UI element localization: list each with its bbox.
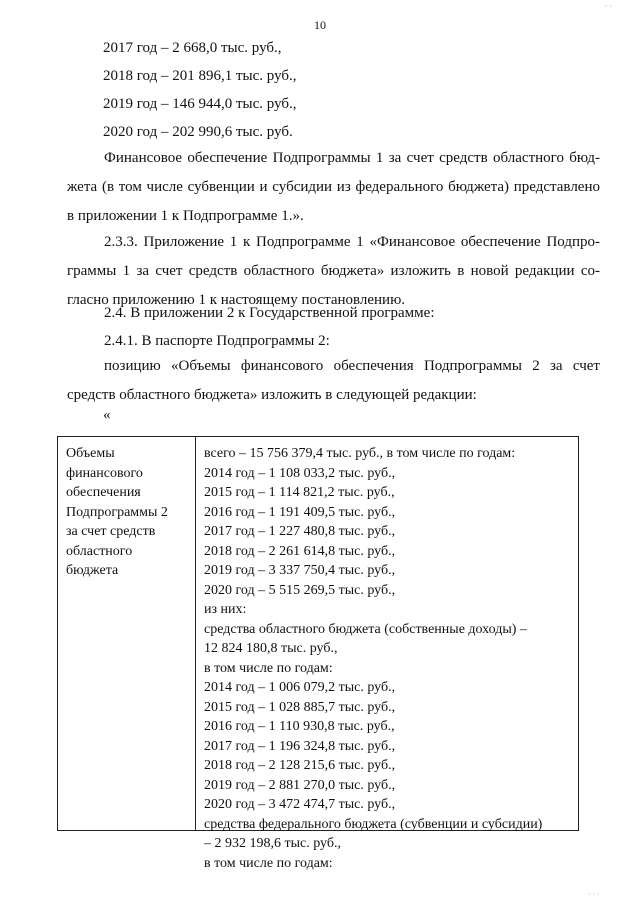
paragraph-line: в приложении 1 к Подпрограмме 1.».	[67, 208, 304, 224]
year-line-2020: 2020 год – 202 990,6 тыс. руб.	[103, 124, 293, 140]
financing-table	[57, 436, 579, 871]
value-line: – 2 932 198,6 тыс. руб.,	[204, 836, 341, 851]
value-line: 2020 год – 3 472 474,7 тыс. руб.,	[204, 797, 396, 812]
paragraph-line: граммы 1 за счет средств областного бюджета» изложить в новой редакции со-	[67, 263, 600, 279]
value-line: 2016 год – 1 191 409,5 тыс. руб.,	[204, 504, 396, 520]
value-line: 2014 год – 1 108 033,2 тыс. руб.,	[204, 465, 396, 481]
table-value-cell	[204, 444, 574, 873]
opening-quote: «	[103, 407, 111, 423]
value-line: из них:	[204, 602, 247, 617]
table-label-cell	[66, 444, 192, 581]
corner-mark: · ·	[604, 2, 612, 11]
paragraph-line: Финансовое обеспечение Подпрограммы 1 за счет средств областного бюд-	[104, 150, 600, 166]
label-line: Объемы	[66, 446, 115, 461]
label-line: бюджета	[66, 563, 119, 578]
label-line: за счет средств	[66, 524, 156, 539]
value-line: 2018 год – 2 261 614,8 тыс. руб.,	[204, 543, 396, 559]
page-number: 10	[314, 18, 326, 32]
value-line: средства федерального бюджета (субвенции и субсидии)	[204, 816, 543, 832]
value-line: 2014 год – 1 006 079,2 тыс. руб.,	[204, 680, 396, 695]
value-line: 2018 год – 2 128 215,6 тыс. руб.,	[204, 758, 396, 773]
value-line: 2020 год – 5 515 269,5 тыс. руб.,	[204, 582, 396, 598]
bottom-mark: · · ·	[588, 890, 600, 899]
value-line: 2019 год – 3 337 750,4 тыс. руб.,	[204, 563, 396, 578]
value-line: 2015 год – 1 028 885,7 тыс. руб.,	[204, 699, 396, 715]
column-divider	[195, 437, 196, 830]
value-line: в том числе по годам:	[204, 660, 333, 676]
label-line: областного	[66, 543, 133, 559]
value-line: средства областного бюджета (собственные доходы) –	[204, 621, 527, 637]
value-line: 2017 год – 1 227 480,8 тыс. руб.,	[204, 524, 396, 539]
value-line: в том числе по годам:	[204, 855, 333, 871]
paragraph-2-3-3	[67, 228, 600, 315]
year-line-2019: 2019 год – 146 944,0 тыс. руб.,	[103, 96, 297, 112]
value-line: 2015 год – 1 114 821,2 тыс. руб.,	[204, 485, 395, 500]
label-line: Подпрограммы 2	[66, 504, 168, 520]
label-line: обеспечения	[66, 485, 141, 500]
value-line: 2019 год – 2 881 270,0 тыс. руб.,	[204, 777, 396, 793]
paragraph-line: 2.3.3. Приложение 1 к Подпрограмме 1 «Финансовое обеспечение Подпро-	[104, 234, 600, 250]
paragraph-line: гласно приложению 1 к настоящему постановлению.	[67, 292, 406, 308]
value-line: 12 824 180,8 тыс. руб.,	[204, 641, 338, 656]
year-line-2017: 2017 год – 2 668,0 тыс. руб.,	[103, 40, 282, 56]
paragraph-line: средств областного бюджета» изложить в следующей редакции:	[67, 387, 477, 403]
paragraph-line: позицию «Объемы финансового обеспечения Подпрограммы 2 за счет	[104, 358, 600, 374]
label-line: финансового	[66, 465, 143, 481]
item-2-4-1: 2.4.1. В паспорте Подпрограммы 2:	[104, 333, 330, 349]
paragraph-line: жета (в том числе субвенции и субсидии из федерального бюджета) представлено	[67, 179, 600, 195]
value-line: 2017 год – 1 196 324,8 тыс. руб.,	[204, 738, 396, 754]
value-line: 2016 год – 1 110 930,8 тыс. руб.,	[204, 719, 395, 734]
item-2-4: 2.4. В приложении 2 к Государственной программе:	[104, 305, 435, 321]
year-line-2018: 2018 год – 201 896,1 тыс. руб.,	[103, 68, 297, 84]
value-line: всего – 15 756 379,4 тыс. руб., в том числе по годам:	[204, 446, 516, 461]
paragraph-position	[67, 352, 600, 410]
paragraph-financing-subprogram-1	[67, 144, 600, 231]
